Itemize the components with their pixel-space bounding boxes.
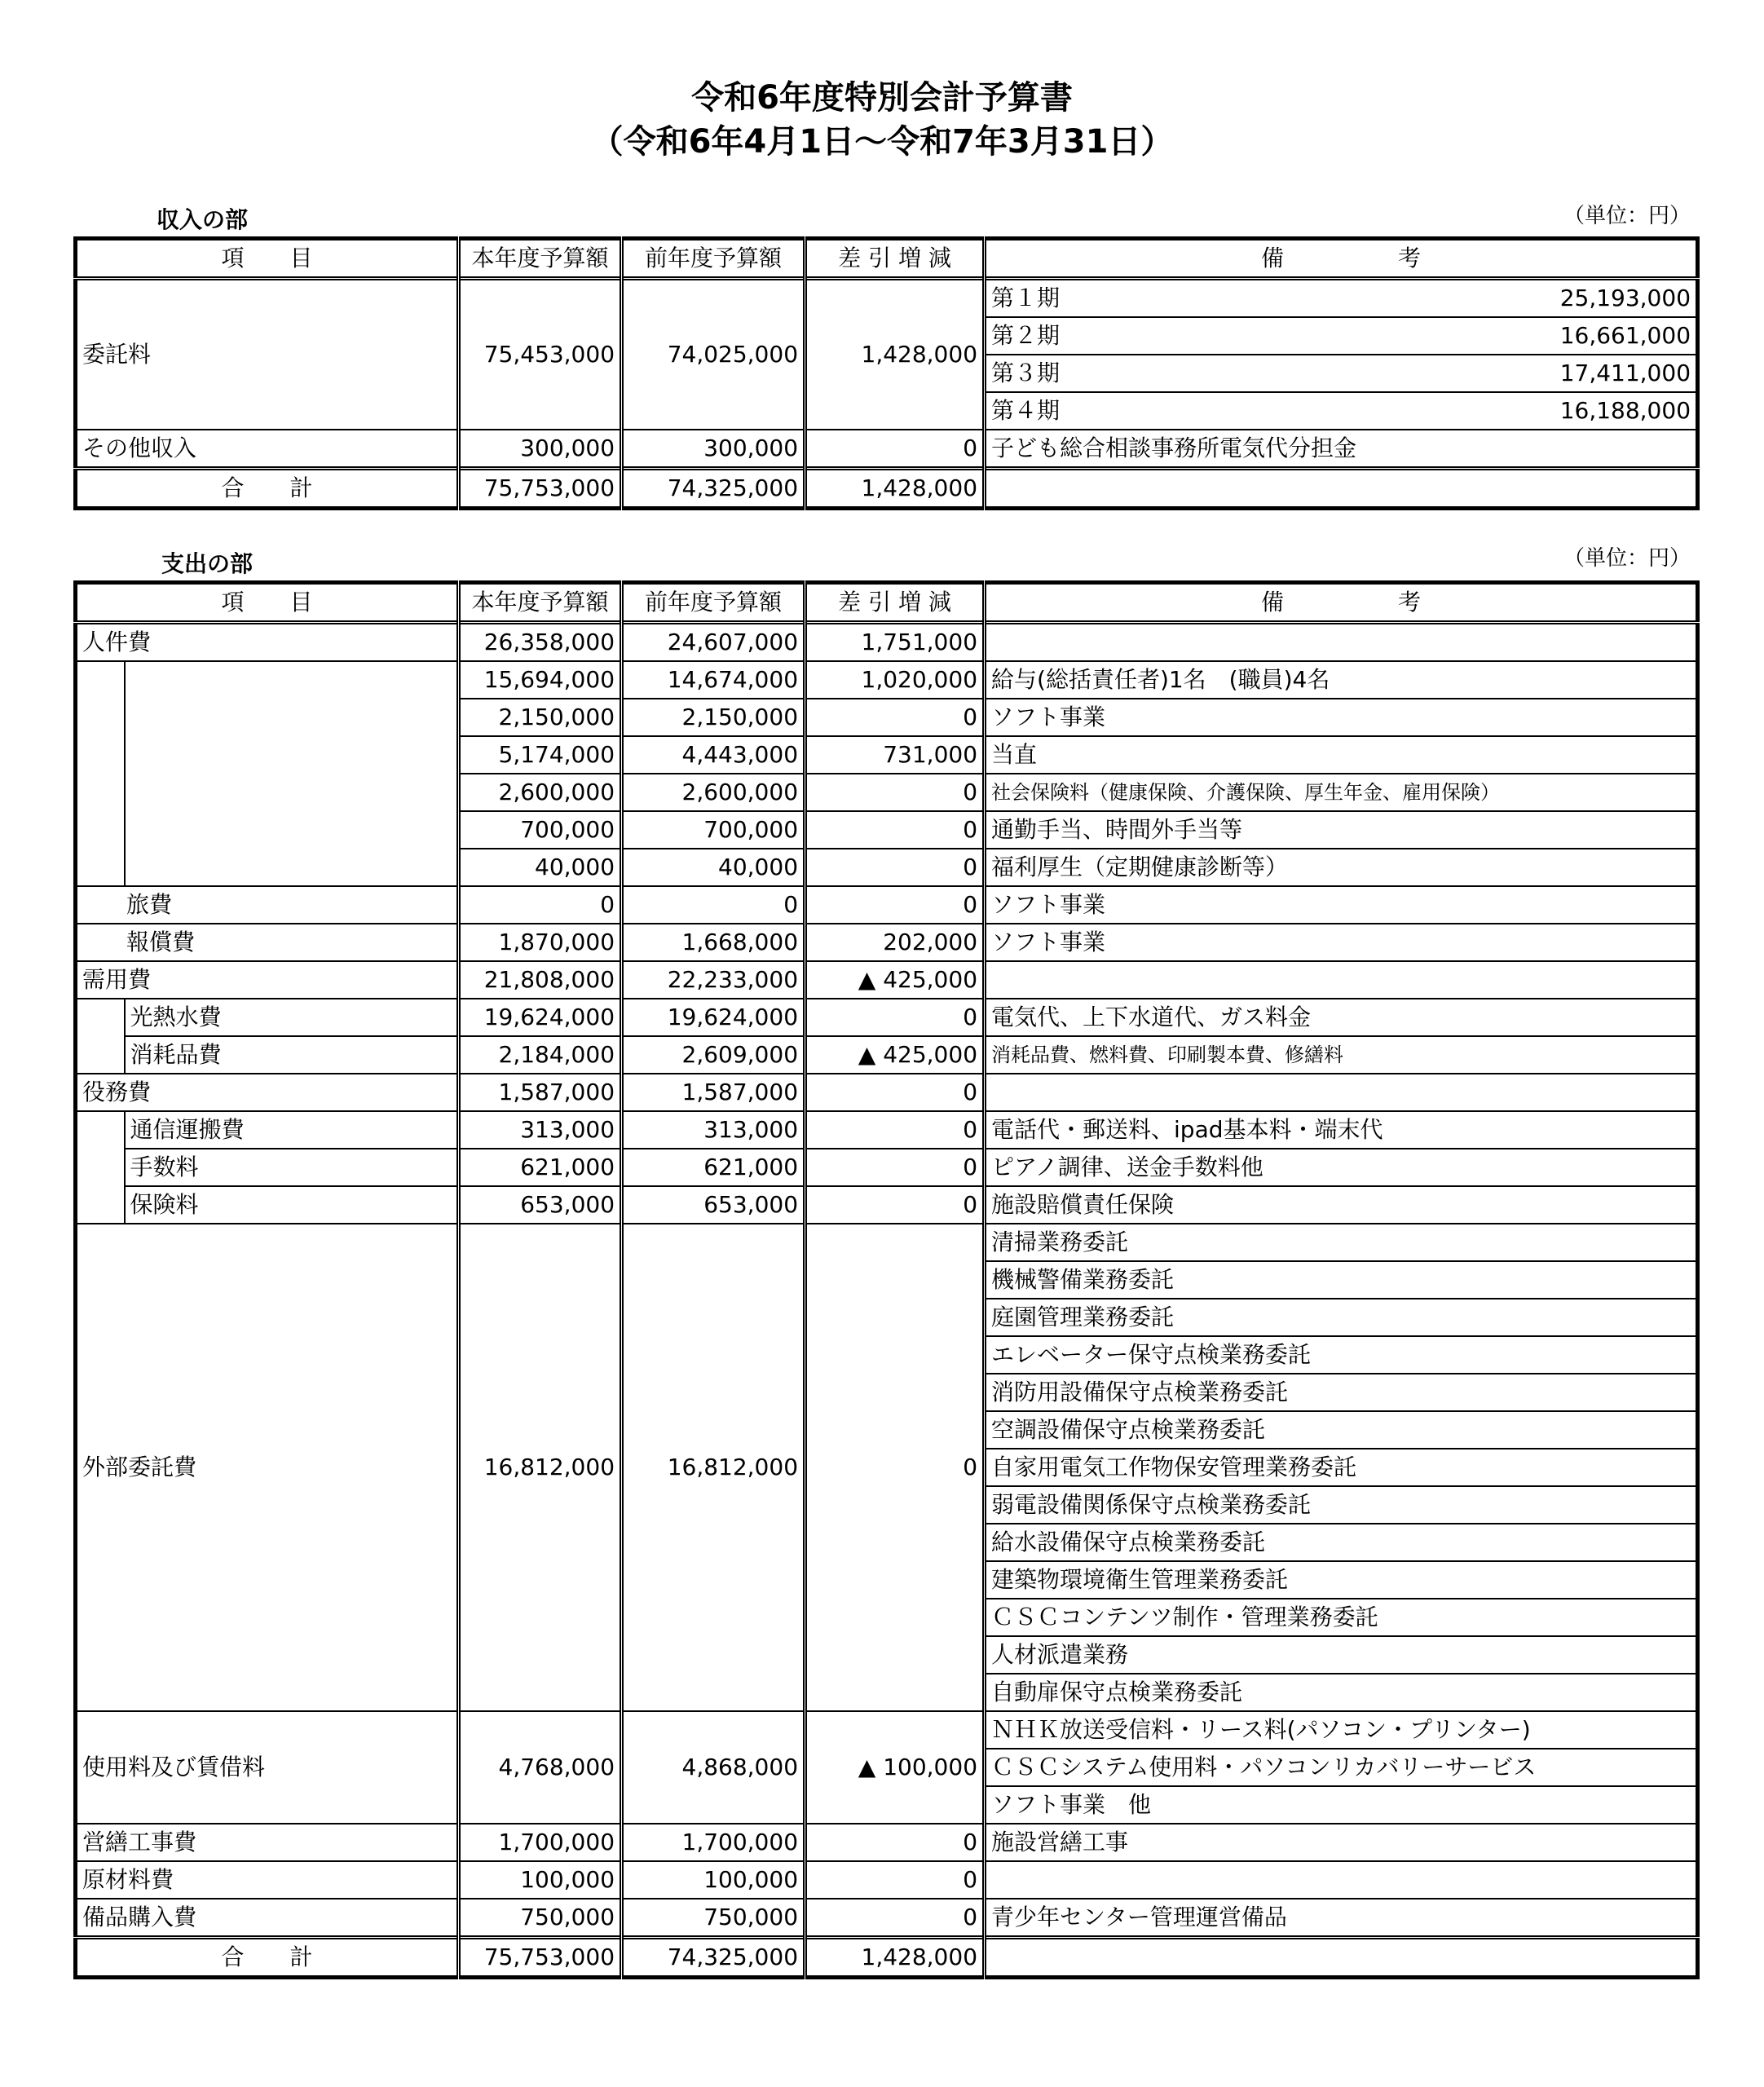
current-value: 0 [459, 886, 622, 924]
expense-heading: 支出の部 [161, 550, 254, 577]
period-amount: 16,188,000 [1559, 397, 1691, 424]
row-label: 光熱水費 [125, 999, 459, 1036]
diff-value: 0 [805, 1224, 985, 1711]
diff-value: 0 [805, 1074, 985, 1111]
remarks-cell: 当直 [985, 736, 1698, 774]
table-row [76, 661, 1698, 699]
remarks-cell: 人材派遣業務 [985, 1636, 1698, 1674]
previous-value: 1,587,000 [622, 1074, 805, 1111]
previous-value: 19,624,000 [622, 999, 805, 1036]
table-row [76, 1036, 1698, 1074]
diff-value: 731,000 [805, 736, 985, 774]
row-label: 委託料 [76, 279, 459, 430]
row-label: 原材料費 [76, 1861, 459, 1899]
remarks-cell: 電気代、上下水道代、ガス料金 [985, 999, 1698, 1036]
income-heading: 収入の部 [157, 206, 249, 233]
header-remarks: 備 考 [985, 239, 1698, 279]
remarks-cell: ピアノ調律、送金手数料他 [985, 1149, 1698, 1186]
previous-value: 2,150,000 [622, 699, 805, 736]
current-value: 5,174,000 [459, 736, 622, 774]
diff-value: 0 [805, 1186, 985, 1224]
period-note [985, 392, 1698, 430]
remarks-cell [985, 623, 1698, 662]
sub-label [125, 661, 459, 886]
total-previous: 74,325,000 [622, 469, 805, 509]
remarks-cell: 電話代・郵送料、ipad基本料・端末代 [985, 1111, 1698, 1149]
current-value: 750,000 [459, 1899, 622, 1938]
row-label: 営繕工事費 [76, 1824, 459, 1861]
diff-value: 0 [805, 849, 985, 886]
total-label: 合 計 [76, 469, 459, 509]
previous-value: 14,674,000 [622, 661, 805, 699]
current-value: 653,000 [459, 1186, 622, 1224]
table-row [76, 1149, 1698, 1186]
current-value: 15,694,000 [459, 661, 622, 699]
expense-header-row [76, 583, 1698, 623]
row-label: 通信運搬費 [125, 1111, 459, 1149]
previous-value: 4,868,000 [622, 1711, 805, 1824]
remarks-cell: 社会保険料（健康保険、介護保険、厚生年金、雇用保険） [985, 774, 1698, 811]
diff-value: ▲ 425,000 [805, 961, 985, 999]
header-diff: 差 引 増 減 [805, 583, 985, 623]
row-label: 需用費 [76, 961, 459, 999]
remarks-cell [985, 1938, 1698, 1978]
row-label: 保険料 [125, 1186, 459, 1224]
header-current: 本年度予算額 [459, 239, 622, 279]
remarks-cell: 通勤手当、時間外手当等 [985, 811, 1698, 849]
remarks-cell: 施設営繕工事 [985, 1824, 1698, 1861]
previous-value: 2,600,000 [622, 774, 805, 811]
previous-value: 313,000 [622, 1111, 805, 1149]
period-note [985, 279, 1698, 318]
table-row [76, 1186, 1698, 1224]
document-period: （令和6年4月1日～令和7年3月31日） [590, 123, 1174, 161]
previous-value: 22,233,000 [622, 961, 805, 999]
indent-spacer [76, 999, 125, 1074]
period-label: 第３期 [991, 360, 1061, 386]
table-row [76, 430, 1698, 469]
current-value: 16,812,000 [459, 1224, 622, 1711]
table-row [76, 1824, 1698, 1861]
remarks-cell: 給与(総括責任者)1名 (職員)4名 [985, 661, 1698, 699]
remarks-cell: ＣＳＣコンテンツ制作・管理業務委託 [985, 1599, 1698, 1636]
remarks-cell: 機械警備業務委託 [985, 1261, 1698, 1299]
remarks-cell: 自家用電気工作物保安管理業務委託 [985, 1449, 1698, 1486]
total-diff: 1,428,000 [805, 469, 985, 509]
total-row [76, 469, 1698, 509]
previous-value: 4,443,000 [622, 736, 805, 774]
remarks-cell [985, 1074, 1698, 1111]
current-value: 75,453,000 [459, 279, 622, 430]
diff-value: 0 [805, 1111, 985, 1149]
previous-value: 74,025,000 [622, 279, 805, 430]
period-amount: 17,411,000 [1559, 360, 1691, 386]
current-value: 26,358,000 [459, 623, 622, 662]
previous-value: 621,000 [622, 1149, 805, 1186]
table-row [76, 1111, 1698, 1149]
remarks-cell: 消防用設備保守点検業務委託 [985, 1374, 1698, 1411]
remarks-cell: ソフト事業 他 [985, 1786, 1698, 1824]
previous-value: 2,609,000 [622, 1036, 805, 1074]
row-label: 報償費 [76, 924, 459, 961]
previous-value: 300,000 [622, 430, 805, 469]
remarks-cell: 消耗品費、燃料費、印刷製本費、修繕料 [985, 1036, 1698, 1074]
diff-value: 202,000 [805, 924, 985, 961]
table-row [76, 623, 1698, 662]
row-label: 手数料 [125, 1149, 459, 1186]
diff-value: 0 [805, 774, 985, 811]
current-value: 1,700,000 [459, 1824, 622, 1861]
header-item: 項 目 [76, 583, 459, 623]
current-value: 700,000 [459, 811, 622, 849]
diff-value: ▲ 425,000 [805, 1036, 985, 1074]
remarks-cell [985, 961, 1698, 999]
remarks-cell: ＣＳＣシステム使用料・パソコンリカバリーサービス [985, 1749, 1698, 1786]
diff-value: ▲ 100,000 [805, 1711, 985, 1824]
diff-value: 0 [805, 1861, 985, 1899]
diff-value: 0 [805, 430, 985, 469]
document-title: 令和6年度特別会計予算書 [691, 79, 1073, 117]
income-header-row [76, 239, 1698, 279]
row-label: 使用料及び賃借料 [76, 1711, 459, 1824]
row-label: その他収入 [76, 430, 459, 469]
table-row [76, 886, 1698, 924]
diff-value: 1,751,000 [805, 623, 985, 662]
total-diff: 1,428,000 [805, 1938, 985, 1978]
previous-value: 653,000 [622, 1186, 805, 1224]
current-value: 621,000 [459, 1149, 622, 1186]
diff-value: 0 [805, 999, 985, 1036]
remarks-cell: ＮＨＫ放送受信料・リース料(パソコン・プリンター) [985, 1711, 1698, 1749]
remarks-cell: 弱電設備関係保守点検業務委託 [985, 1486, 1698, 1524]
header-previous: 前年度予算額 [622, 583, 805, 623]
diff-value: 0 [805, 1149, 985, 1186]
table-row [76, 279, 1698, 318]
row-label: 備品購入費 [76, 1899, 459, 1938]
period-label: 第４期 [991, 397, 1061, 424]
current-value: 1,587,000 [459, 1074, 622, 1111]
current-value: 313,000 [459, 1111, 622, 1149]
current-value: 2,600,000 [459, 774, 622, 811]
diff-value: 1,428,000 [805, 279, 985, 430]
table-row [76, 1861, 1698, 1899]
current-value: 40,000 [459, 849, 622, 886]
table-row [76, 1711, 1698, 1749]
table-row [76, 1074, 1698, 1111]
row-label: 人件費 [76, 623, 459, 662]
income-table [73, 236, 1700, 510]
current-value: 4,768,000 [459, 1711, 622, 1824]
row-label: 消耗品費 [125, 1036, 459, 1074]
remarks-cell [985, 469, 1698, 509]
header-remarks: 備 考 [985, 583, 1698, 623]
previous-value: 700,000 [622, 811, 805, 849]
diff-value: 0 [805, 811, 985, 849]
period-note [985, 355, 1698, 392]
table-row [76, 1899, 1698, 1938]
row-label: 役務費 [76, 1074, 459, 1111]
table-row [76, 961, 1698, 999]
row-label: 旅費 [76, 886, 459, 924]
current-value: 2,150,000 [459, 699, 622, 736]
previous-value: 1,668,000 [622, 924, 805, 961]
remarks-cell: 空調設備保守点検業務委託 [985, 1411, 1698, 1449]
header-item: 項 目 [76, 239, 459, 279]
period-label: 第１期 [991, 285, 1061, 311]
remarks-cell: ソフト事業 [985, 924, 1698, 961]
remarks-cell: 施設賠償責任保険 [985, 1186, 1698, 1224]
remarks-cell: 建築物環境衛生管理業務委託 [985, 1561, 1698, 1599]
remarks-cell: 子ども総合相談事務所電気代分担金 [985, 430, 1698, 469]
diff-value: 0 [805, 886, 985, 924]
previous-value: 100,000 [622, 1861, 805, 1899]
previous-value: 1,700,000 [622, 1824, 805, 1861]
expense-table [73, 580, 1700, 1979]
remarks-cell: ソフト事業 [985, 886, 1698, 924]
previous-value: 0 [622, 886, 805, 924]
diff-value: 0 [805, 1824, 985, 1861]
indent-spacer [76, 661, 125, 886]
previous-value: 40,000 [622, 849, 805, 886]
remarks-cell: 清掃業務委託 [985, 1224, 1698, 1261]
period-note [985, 317, 1698, 355]
diff-value: 0 [805, 699, 985, 736]
total-previous: 74,325,000 [622, 1938, 805, 1978]
diff-value: 0 [805, 1899, 985, 1938]
current-value: 300,000 [459, 430, 622, 469]
remarks-cell: 庭園管理業務委託 [985, 1299, 1698, 1336]
period-amount: 25,193,000 [1559, 285, 1691, 311]
total-row [76, 1938, 1698, 1978]
remarks-cell: 青少年センター管理運営備品 [985, 1899, 1698, 1938]
table-row [76, 999, 1698, 1036]
remarks-cell: ソフト事業 [985, 699, 1698, 736]
current-value: 21,808,000 [459, 961, 622, 999]
income-unit: （単位：円） [1563, 204, 1691, 228]
previous-value: 750,000 [622, 1899, 805, 1938]
current-value: 19,624,000 [459, 999, 622, 1036]
total-label: 合 計 [76, 1938, 459, 1978]
previous-value: 16,812,000 [622, 1224, 805, 1711]
remarks-cell: 給水設備保守点検業務委託 [985, 1524, 1698, 1561]
header-diff: 差 引 増 減 [805, 239, 985, 279]
remarks-cell: エレベーター保守点検業務委託 [985, 1336, 1698, 1374]
expense-unit: （単位：円） [1563, 546, 1691, 571]
previous-value: 24,607,000 [622, 623, 805, 662]
current-value: 2,184,000 [459, 1036, 622, 1074]
header-previous: 前年度予算額 [622, 239, 805, 279]
remarks-cell [985, 1861, 1698, 1899]
header-current: 本年度予算額 [459, 583, 622, 623]
current-value: 100,000 [459, 1861, 622, 1899]
remarks-cell: 自動扉保守点検業務委託 [985, 1674, 1698, 1711]
table-row [76, 924, 1698, 961]
remarks-cell: 福利厚生（定期健康診断等） [985, 849, 1698, 886]
current-value: 1,870,000 [459, 924, 622, 961]
indent-spacer [76, 1111, 125, 1224]
total-current: 75,753,000 [459, 469, 622, 509]
period-amount: 16,661,000 [1559, 322, 1691, 349]
table-row [76, 1224, 1698, 1261]
row-label: 外部委託費 [76, 1224, 459, 1711]
diff-value: 1,020,000 [805, 661, 985, 699]
total-current: 75,753,000 [459, 1938, 622, 1978]
period-label: 第２期 [991, 322, 1061, 349]
